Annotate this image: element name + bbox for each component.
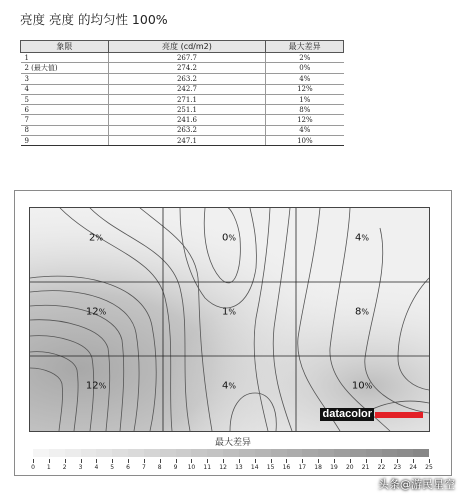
scale-tick-label: 24 xyxy=(409,464,417,471)
scale-tick xyxy=(223,459,224,463)
quadrant-cell: 8 xyxy=(21,125,109,135)
scale-tick-label: 21 xyxy=(361,464,370,471)
difference-cell: 0% xyxy=(266,63,344,74)
scale-segment xyxy=(397,449,413,457)
quadrant-9-label: 10% xyxy=(351,380,373,392)
difference-cell: 12% xyxy=(266,115,344,125)
scale-tick-label: 16 xyxy=(282,464,291,471)
luminance-cell: 247.1 xyxy=(108,136,266,146)
datacolor-logo: datacolor xyxy=(320,408,423,421)
scale-segment xyxy=(255,449,271,457)
scale-tick xyxy=(65,459,66,463)
luminance-cell: 267.7 xyxy=(108,53,266,63)
scale-tick-label: 13 xyxy=(235,464,243,471)
scale-segment xyxy=(287,449,303,457)
scale-tick xyxy=(366,459,367,463)
column-header-luminance: 亮度 (cd/m2) xyxy=(108,41,266,53)
scale-tick xyxy=(33,459,34,463)
scale-tick-label: 10 xyxy=(187,464,196,471)
scale-tick-label: 4 xyxy=(94,464,99,471)
scale-tick xyxy=(271,459,272,463)
scale-segment xyxy=(191,449,207,457)
scale-segment xyxy=(160,449,176,457)
table-row xyxy=(21,74,344,84)
scale-segment xyxy=(223,449,239,457)
scale-tick-label: 19 xyxy=(330,464,338,471)
scale-tick xyxy=(239,459,240,463)
uniformity-panel xyxy=(14,190,452,476)
table-row xyxy=(21,53,344,63)
quadrant-cell: 4 xyxy=(21,84,109,94)
table-row xyxy=(21,136,344,146)
logo-red-bar xyxy=(375,412,423,418)
scale-tick-label: 8 xyxy=(157,464,162,471)
scale-title: 最大差异 xyxy=(214,438,251,448)
scale-tick-label: 2 xyxy=(62,464,67,471)
quadrant-6-label: 8% xyxy=(355,306,369,318)
scale-tick xyxy=(302,459,303,463)
scale-tick xyxy=(191,459,192,463)
scale-tick xyxy=(350,459,351,463)
scale-tick xyxy=(81,459,82,463)
scale-tick xyxy=(160,459,161,463)
quadrant-1-label: 2% xyxy=(89,232,103,244)
scale-tick-label: 6 xyxy=(126,464,130,471)
scale-segment xyxy=(366,449,382,457)
scale-tick xyxy=(128,459,129,463)
watermark: 头条@游民星空 xyxy=(378,478,455,491)
scale-tick-label: 5 xyxy=(110,464,115,471)
scale-tick xyxy=(112,459,113,463)
table-row xyxy=(21,94,344,104)
scale-segment xyxy=(271,449,287,457)
difference-cell: 4% xyxy=(266,74,344,84)
quadrant-cell: 6 xyxy=(21,105,109,115)
scale-tick-label: 17 xyxy=(298,464,307,471)
luminance-cell: 242.7 xyxy=(108,84,266,94)
difference-cell: 12% xyxy=(266,84,344,94)
scale-segment xyxy=(49,449,65,457)
quadrant-cell: 9 xyxy=(21,136,109,146)
scale-tick xyxy=(413,459,414,463)
column-header-quadrant: 象限 xyxy=(21,41,109,53)
scale-segment xyxy=(112,449,128,457)
scale-ticks xyxy=(29,459,433,475)
scale-tick xyxy=(144,459,145,463)
scale-tick xyxy=(429,459,430,463)
table-header-row xyxy=(21,41,344,53)
quadrant-cell: 7 xyxy=(21,115,109,125)
luminance-cell: 251.1 xyxy=(108,105,266,115)
difference-cell: 8% xyxy=(266,105,344,115)
scale-tick-label: 12 xyxy=(219,464,227,471)
scale-segment xyxy=(413,449,429,457)
uniformity-table xyxy=(20,40,344,146)
quadrant-2-label: 0% xyxy=(222,232,236,244)
difference-cell: 4% xyxy=(266,125,344,135)
quadrant-3-label: 4% xyxy=(355,232,369,244)
scale-tick-label: 25 xyxy=(425,464,433,471)
scale-tick xyxy=(207,459,208,463)
table-row xyxy=(21,125,344,135)
quadrant-8-label: 4% xyxy=(222,380,236,392)
quadrant-cell: 1 xyxy=(21,53,109,63)
page-title: 亮度 亮度 的均匀性 100% xyxy=(20,12,168,27)
quadrant-7-label: 12% xyxy=(85,380,107,392)
scale-segment xyxy=(239,449,255,457)
scale-tick-label: 20 xyxy=(345,464,354,471)
scale-tick-label: 9 xyxy=(173,464,178,471)
scale-tick-label: 15 xyxy=(266,464,275,471)
scale-tick-label: 3 xyxy=(78,464,83,471)
scale-tick-label: 18 xyxy=(314,464,322,471)
scale-segment xyxy=(144,449,160,457)
table-row xyxy=(21,63,344,74)
column-header-max-difference: 最大差异 xyxy=(266,41,344,53)
scale-segment xyxy=(207,449,223,457)
difference-color-scale xyxy=(33,449,429,457)
scale-tick xyxy=(96,459,97,463)
scale-tick-label: 7 xyxy=(141,464,146,471)
quadrant-cell: 2 (最大值) xyxy=(21,63,109,74)
luminance-cell: 241.6 xyxy=(108,115,266,125)
scale-tick xyxy=(334,459,335,463)
table-row xyxy=(21,105,344,115)
scale-tick xyxy=(49,459,50,463)
difference-cell: 1% xyxy=(266,94,344,104)
scale-tick-label: 1 xyxy=(46,464,51,471)
scale-segment xyxy=(96,449,112,457)
scale-segment xyxy=(176,449,192,457)
scale-tick-label: 0 xyxy=(31,464,35,471)
scale-tick-label: 23 xyxy=(393,464,402,471)
scale-tick-label: 11 xyxy=(203,464,212,471)
quadrant-cell: 5 xyxy=(21,94,109,104)
scale-segment xyxy=(334,449,350,457)
scale-tick xyxy=(397,459,398,463)
difference-cell: 10% xyxy=(266,136,344,146)
scale-tick xyxy=(318,459,319,463)
scale-tick-label: 22 xyxy=(377,464,386,471)
luminance-cell: 271.1 xyxy=(108,94,266,104)
scale-tick xyxy=(286,459,287,463)
scale-segment xyxy=(33,449,49,457)
scale-segment xyxy=(65,449,81,457)
luminance-cell: 263.2 xyxy=(108,125,266,135)
quadrant-cell: 3 xyxy=(21,74,109,84)
difference-cell: 2% xyxy=(266,53,344,63)
quadrant-5-label: 1% xyxy=(222,306,236,318)
scale-segment xyxy=(81,449,97,457)
scale-segment xyxy=(128,449,144,457)
scale-tick-label: 14 xyxy=(250,464,259,471)
table-row xyxy=(21,84,344,94)
luminance-cell: 263.2 xyxy=(108,74,266,84)
scale-segment xyxy=(382,449,398,457)
uniformity-contour-map xyxy=(29,207,430,432)
table-row xyxy=(21,115,344,125)
scale-segment xyxy=(318,449,334,457)
scale-tick xyxy=(255,459,256,463)
quadrant-4-label: 12% xyxy=(85,306,107,318)
scale-tick xyxy=(381,459,382,463)
scale-segment xyxy=(302,449,318,457)
luminance-cell: 274.2 xyxy=(108,63,266,74)
scale-segment xyxy=(350,449,366,457)
scale-tick xyxy=(176,459,177,463)
